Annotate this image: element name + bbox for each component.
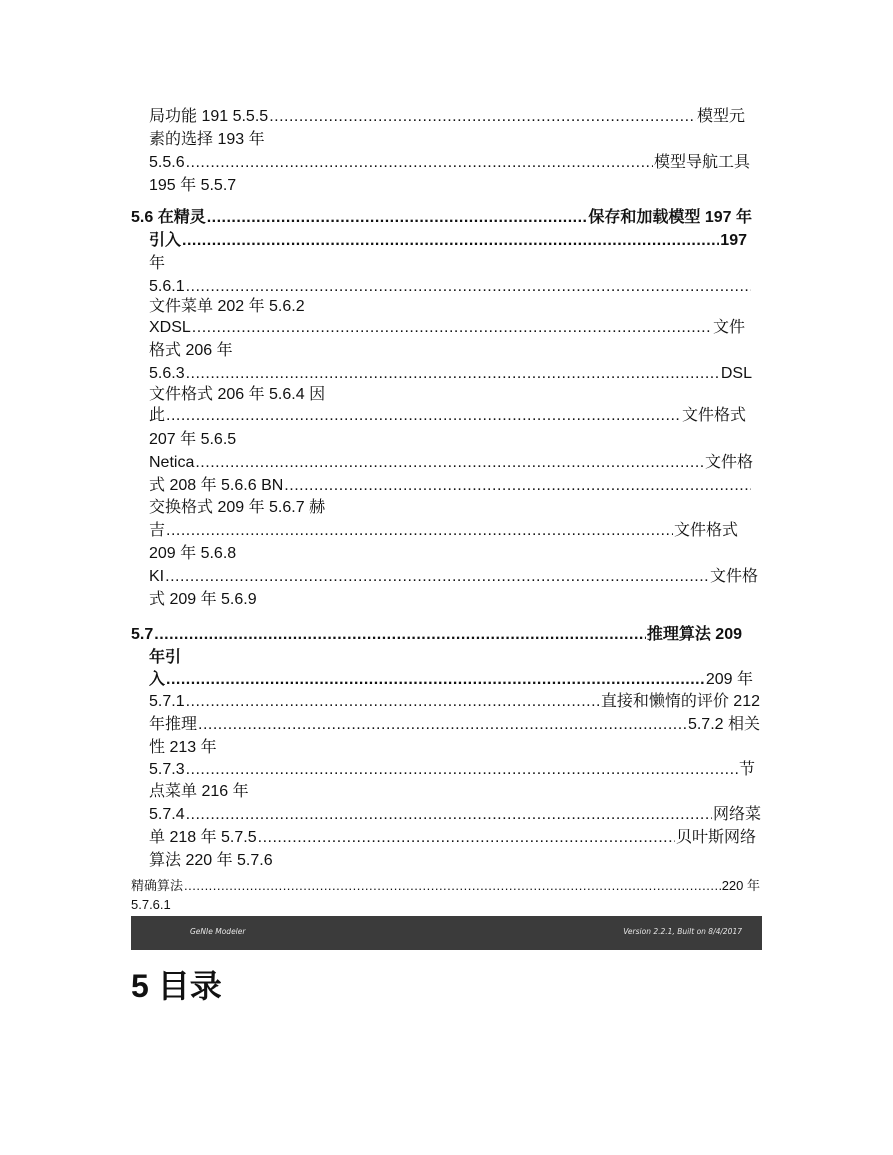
toc-text: DSL (720, 365, 752, 382)
toc-text: Netica (149, 454, 195, 471)
toc-text: 入 (149, 671, 166, 688)
toc-text: 207 年 5.6.5 (149, 431, 237, 448)
toc-text: 式 209 年 5.6.9 (149, 591, 257, 608)
leader-dots (186, 277, 751, 297)
leader-dots (166, 521, 673, 541)
chapter-title: 5 目录 (131, 968, 222, 1004)
leader-dots (166, 670, 705, 690)
toc-text: 220 年 (721, 878, 760, 893)
toc-entry (149, 318, 745, 338)
toc-entry (149, 476, 752, 496)
leader-dots (198, 715, 687, 735)
leader-dots (182, 231, 719, 251)
leader-dots (186, 760, 738, 780)
toc-text: 模型导航工具 (653, 154, 750, 171)
toc-text: 年 (149, 255, 166, 272)
toc-text: 网络菜 (712, 806, 761, 823)
toc-text: 此 (149, 407, 166, 424)
toc-text: 点菜单 216 年 (149, 783, 249, 800)
toc-entry (149, 715, 760, 735)
toc-text: 5.7.4 (149, 806, 185, 823)
leader-dots (186, 805, 712, 825)
toc-text: 209 年 (705, 671, 753, 688)
toc-text: 贝叶斯网络 (675, 829, 756, 846)
toc-text: 197 (720, 232, 747, 249)
footer-version: Version 2.2.1, Built on 8/4/2017 (623, 927, 742, 936)
toc-text: 文件格式 (681, 407, 746, 424)
toc-entry (149, 521, 738, 541)
toc-entry (149, 364, 752, 384)
toc-text: 5.7.3 (149, 761, 185, 778)
toc-text: 文件格式 (673, 522, 738, 539)
leader-dots (192, 318, 712, 338)
toc-text: 年引 (149, 649, 182, 666)
toc-text: 性 213 年 (149, 739, 217, 756)
toc-text: 5.7.2 相关 (687, 716, 760, 733)
toc-entry (149, 453, 753, 473)
leader-dots (166, 406, 681, 426)
toc-text: 保存和加载模型 197 年 (588, 209, 752, 226)
toc-text: KI (149, 568, 165, 585)
toc-text: 精确算法 (131, 878, 184, 893)
toc-text: 195 年 5.5.7 (149, 177, 237, 194)
toc-entry (149, 828, 756, 848)
leader-dots (186, 692, 600, 712)
toc-entry (131, 878, 760, 894)
toc-text: 5.6.1 (149, 278, 185, 295)
toc-text: 209 年 5.6.8 (149, 545, 237, 562)
toc-text: 素的选择 193 年 (149, 131, 265, 148)
toc-text: 文件格 (709, 568, 758, 585)
toc-entry (149, 670, 753, 690)
leader-dots (258, 828, 675, 848)
toc-text: 式 208 年 5.6.6 BN (149, 477, 284, 494)
toc-text: 5.5.6 (149, 154, 185, 171)
toc-text: 模型元 (696, 108, 745, 125)
toc-entry (149, 406, 746, 426)
toc-text: XDSL (149, 319, 191, 336)
leader-dots (269, 107, 696, 127)
toc-entry (149, 153, 750, 173)
toc-text: 推理算法 209 (646, 626, 742, 643)
toc-text: 5.6.3 (149, 365, 185, 382)
toc-text: 年推理 (149, 716, 198, 733)
toc-entry (149, 692, 760, 712)
toc-entry (149, 567, 758, 587)
toc-text: 吉 (149, 522, 166, 539)
leader-dots (186, 153, 653, 173)
toc-text: 5.7.6.1 (131, 897, 171, 912)
toc-text: 文件格式 206 年 5.6.4 因 (149, 386, 326, 403)
toc-text: 局功能 191 5.5.5 (149, 108, 269, 125)
toc-text: 直接和懒惰的评价 212 (600, 693, 760, 710)
toc-text: 5.6 在精灵 (131, 209, 206, 226)
toc-entry (149, 805, 761, 825)
leader-dots (154, 625, 646, 645)
toc-entry (149, 231, 747, 251)
toc-entry (149, 107, 745, 127)
toc-text: 文件菜单 202 年 5.6.2 (149, 298, 305, 315)
toc-section-heading (131, 208, 752, 228)
toc-text: 文件格 (704, 454, 753, 471)
page-footer-bar (131, 916, 762, 950)
toc-text: 5.7.1 (149, 693, 185, 710)
toc-text: 节 (738, 761, 755, 778)
toc-text: 算法 220 年 5.7.6 (149, 852, 273, 869)
toc-section-heading (131, 625, 742, 645)
toc-text: 单 218 年 5.7.5 (149, 829, 257, 846)
leader-dots (195, 453, 704, 473)
toc-text: 文件 (712, 319, 745, 336)
leader-dots (207, 208, 588, 228)
leader-dots (165, 567, 709, 587)
leader-dots (184, 878, 721, 894)
toc-text: 交换格式 209 年 5.6.7 赫 (149, 499, 326, 516)
leader-dots (284, 476, 751, 496)
toc-text: 格式 206 年 (149, 342, 233, 359)
toc-entry (149, 760, 755, 780)
toc-entry (149, 277, 752, 297)
toc-text: 引入 (149, 232, 182, 249)
footer-product-name: GeNIe Modeler (190, 927, 246, 936)
toc-text: 5.7 (131, 626, 154, 643)
leader-dots (186, 364, 720, 384)
